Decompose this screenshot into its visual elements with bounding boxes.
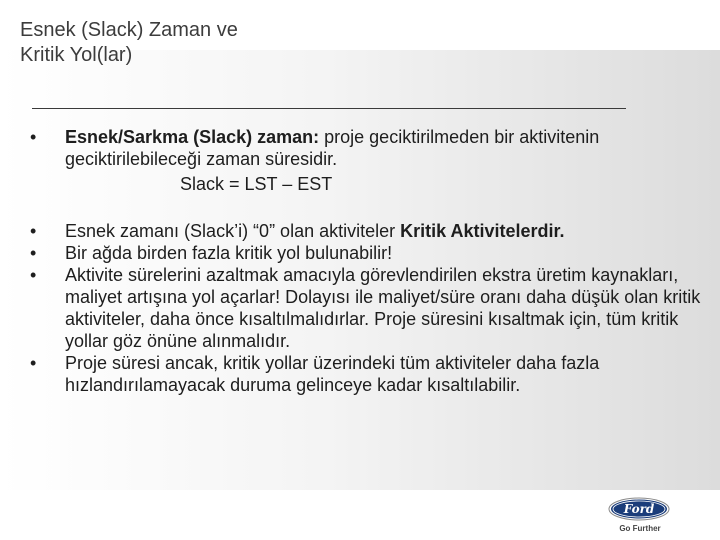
bullet-text: Aktivite sürelerini azaltmak amacıyla görevlendirilen ekstra üretim kaynakları, maliyet artışına yol açarlar! Dolayısı ile maliyet/süre oranı daha düşük olan kritik aktiviteler, daha önce kısaltılmalıdırlar. Proje süresini kısaltmak için, tüm kritik yollar göz önüne alınmalıdır. [65,265,701,351]
title-line-2: Kritik Yol(lar) [20,44,133,66]
bullet-text: Bir ağda birden fazla kritik yol bulunabilir! [65,243,393,263]
bullet-bold-text: Kritik Aktivitelerdir. [400,221,565,241]
bullet-text: Esnek zamanı (Slack’i) “0” olan aktiviteler [65,221,401,241]
slide-title [20,18,380,68]
bullet-marker: • [30,127,37,147]
bullet-item [28,220,708,242]
ford-logo-text: Ford [623,502,655,516]
logo-tagline: Go Further [619,524,661,533]
bullet-text: proje geciktirilmeden bir aktivitenin geciktirilebileceği zaman süresidir. [65,127,600,169]
ford-logo [608,497,670,521]
bullet-item [28,242,708,264]
bullet-text: Proje süresi ancak, kritik yollar üzerindeki tüm aktiviteler daha fazla hızlandırılamayacak duruma gelinceye kadar kısaltılabilir. [65,353,600,395]
bullet-item [28,126,708,170]
slack-formula: Slack = LST – EST [180,174,333,194]
bullet-bold-text: Esnek/Sarkma (Slack) zaman: [65,127,320,147]
slide-content [28,126,708,396]
bullet-marker: • [30,221,37,241]
bullet-marker: • [30,265,37,285]
title-line-1: Esnek (Slack) Zaman ve [20,19,238,41]
bullet-item [28,352,708,396]
bullet-marker: • [30,353,37,373]
bullet-item [28,264,708,352]
bullet-marker: • [30,243,37,263]
title-divider [32,108,626,109]
